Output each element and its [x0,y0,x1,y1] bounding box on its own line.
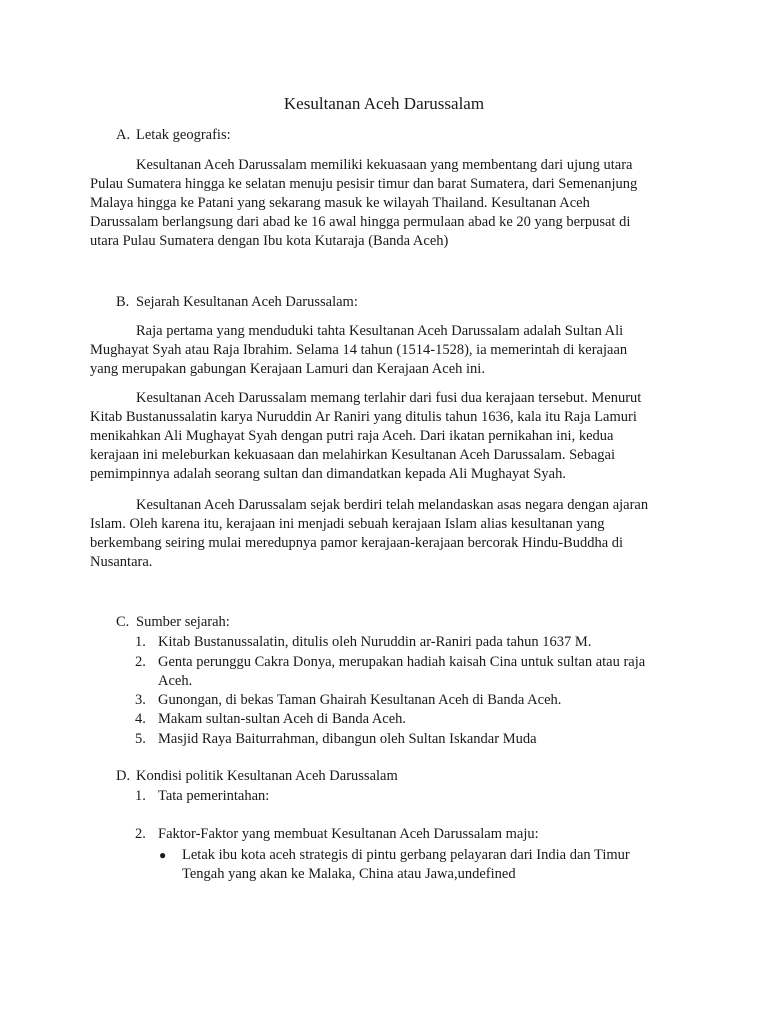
section-a-title: Letak geografis: [136,127,231,143]
bullet-text-continuation: Tengah yang akan ke Malaka, China atau Jawa,undefined [182,866,516,882]
list-number: 2. [135,654,146,670]
list-item [135,633,591,652]
list-item [135,710,406,729]
list-item-text: Kitab Bustanussalatin, ditulis oleh Nuruddin ar-Raniri pada tahun 1637 M. [158,634,592,650]
list-number: 4. [135,711,146,727]
list-item-text: Faktor-Faktor yang membuat Kesultanan Aceh Darussalam maju: [158,826,539,842]
paragraph-line: pemimpinnya adalah seorang sultan dan dimandatkan kepada Ali Mughayat Syah. [90,466,566,482]
section-b-paragraph-1 [90,322,670,379]
section-c-heading [116,613,230,631]
paragraph-line: Darussalam berlangsung dari abad ke 16 awal hingga permulaan abad ke 20 yang berpusat di [90,214,631,230]
document-title: Kesultanan Aceh Darussalam [283,94,485,113]
bullet-text: Letak ibu kota aceh strategis di pintu gerbang pelayaran dari India dan Timur [182,847,630,863]
list-number: 3. [135,692,146,708]
paragraph-line: Nusantara. [90,554,153,570]
section-b-paragraph-3 [90,496,670,572]
list-item-text: Masjid Raya Baiturrahman, dibangun oleh Sultan Iskandar Muda [158,731,537,747]
paragraph-line: Kesultanan Aceh Darussalam memang terlahir dari fusi dua kerajaan tersebut. Menurut [136,390,642,406]
paragraph-line: Pulau Sumatera hingga ke selatan menuju pesisir timur dan barat Sumatera, dari Semenanjung [90,176,638,192]
list-item-text: Genta perunggu Cakra Donya, merupakan hadiah kaisah Cina untuk sultan atau raja [158,654,646,670]
section-b-heading [116,293,358,311]
paragraph-line: Islam. Oleh karena itu, kerajaan ini menjadi sebuah kerajaan Islam alias kesultanan yang [90,516,605,532]
bullet-icon: ● [159,848,167,862]
list-item-text: Tata pemerintahan: [158,788,270,804]
section-d-marker: D. [116,768,131,784]
paragraph-line: kerajaan ini meleburkan kekuasaan dan melahirkan Kesultanan Aceh Darussalam. Sebagai [90,447,616,463]
list-number: 1. [135,634,146,650]
section-c-title: Sumber sejarah: [136,614,230,630]
paragraph-line: Kesultanan Aceh Darussalam memiliki kekuasaan yang membentang dari ujung utara [136,157,633,173]
list-item [135,730,537,749]
list-item-text: Makam sultan-sultan Aceh di Banda Aceh. [158,711,407,727]
section-d-heading [116,767,398,785]
paragraph-line: Raja pertama yang menduduki tahta Kesultanan Aceh Darussalam adalah Sultan Ali [136,323,624,339]
section-a-marker: A. [116,127,131,143]
list-number: 1. [135,788,146,804]
section-b-paragraph-2 [90,389,670,484]
list-item [135,787,269,806]
list-item-continuation: Aceh. [158,673,193,689]
list-item-text: Gunongan, di bekas Taman Ghairah Kesultanan Aceh di Banda Aceh. [158,692,562,708]
paragraph-line: berkembang seiring mulai meredupnya pamor kerajaan-kerajaan bercorak Hindu-Buddha di [90,535,624,551]
list-number: 5. [135,731,146,747]
section-a-heading [116,126,231,144]
section-c-marker: C. [116,614,130,630]
paragraph-line: yang merupakan gabungan Kerajaan Lamuri dan Kerajaan Aceh ini. [90,361,485,377]
section-b-marker: B. [116,294,130,310]
section-b-title: Sejarah Kesultanan Aceh Darussalam: [136,294,358,310]
bullet-item [159,846,630,884]
list-item [135,825,539,844]
list-item [135,653,645,691]
paragraph-line: Mughayat Syah atau Raja Ibrahim. Selama 14 tahun (1514-1528), ia memerintah di kerajaan [90,342,628,358]
paragraph-line: Kesultanan Aceh Darussalam sejak berdiri telah melandaskan asas negara dengan ajaran [136,497,649,513]
section-a-paragraph [90,156,670,251]
paragraph-line: Kitab Bustanussalatin karya Nuruddin Ar Raniri yang ditulis tahun 1636, kala itu Raja Lamuri [90,409,637,425]
section-d-title: Kondisi politik Kesultanan Aceh Darussalam [136,768,398,784]
paragraph-line: utara Pulau Sumatera dengan Ibu kota Kutaraja (Banda Aceh) [90,233,449,249]
list-item [135,691,561,710]
list-number: 2. [135,826,146,842]
paragraph-line: Malaya hingga ke Patani yang sekarang masuk ke wilayah Thailand. Kesultanan Aceh [90,195,590,211]
paragraph-line: menikahkan Ali Mughayat Syah dengan putri raja Aceh. Dari ikatan pernikahan ini, kedua [90,428,614,444]
